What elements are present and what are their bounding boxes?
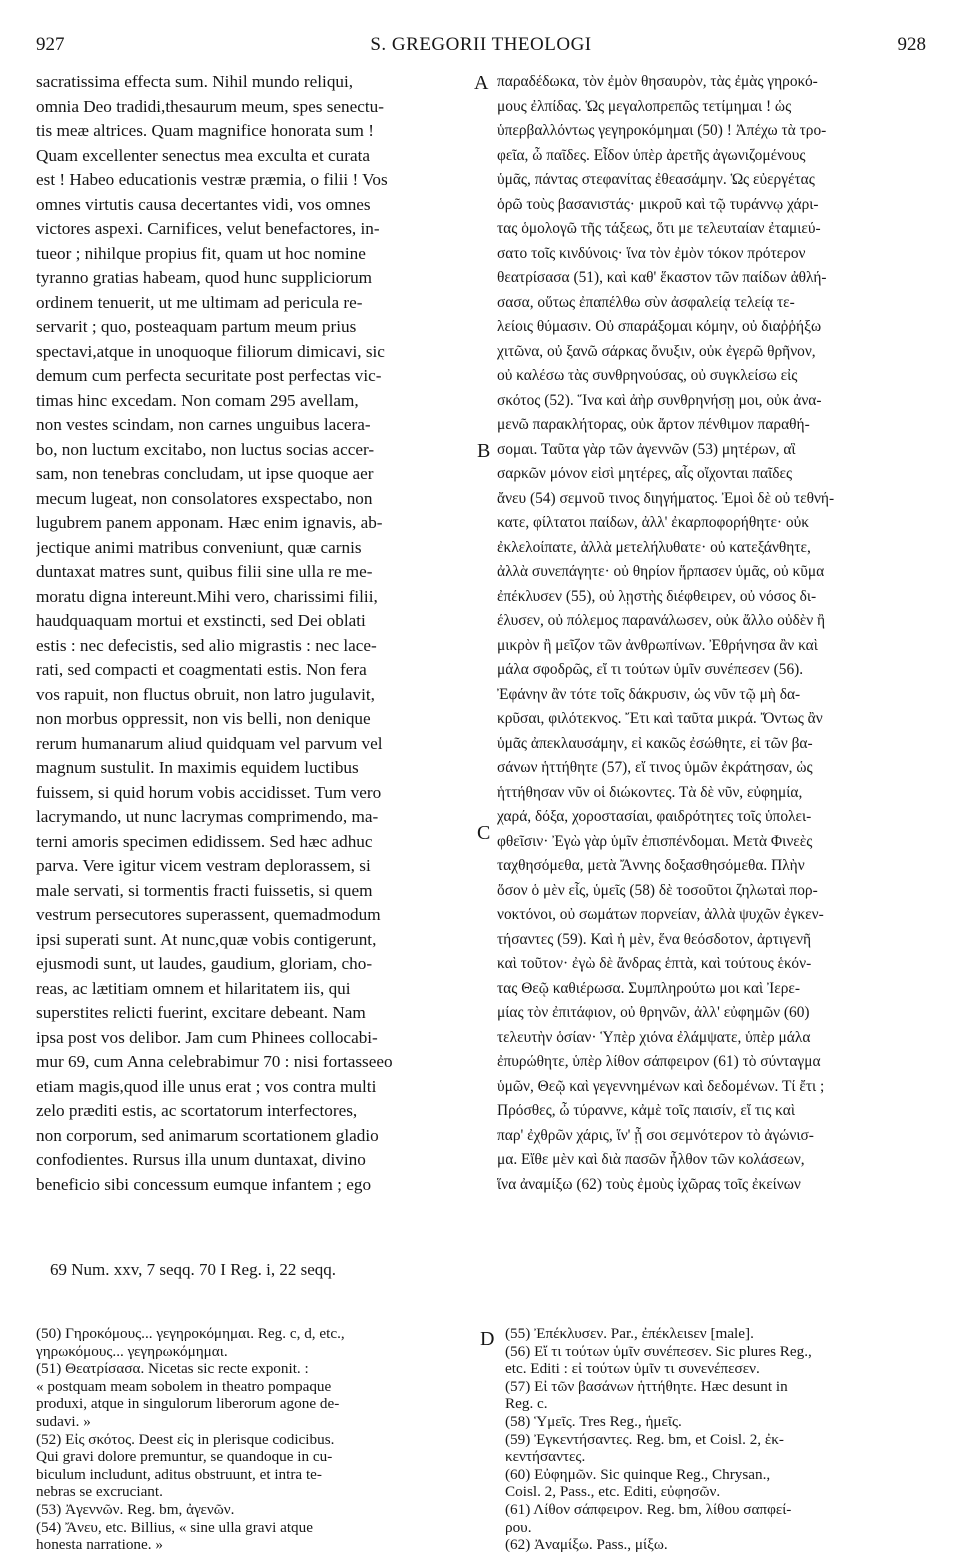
- latin-text-line: terni amoris specimen edidissem. Sed hæc adhuc: [36, 831, 373, 851]
- latin-text-line: servarit ; quo, posteaquam partum meum prius: [36, 317, 357, 336]
- latin-text-line: superstites relicti fuerint, excitare debeant. Nam: [36, 1003, 366, 1022]
- latin-text-line: lacrymando, ut nunc lacrymas comprimendo, ma-: [36, 807, 379, 826]
- greek-text-line: Ἐφάνην ἂν τότε τοῖς δάκρυσιν, ὡς νῦν τῷ μὴ δα-: [497, 685, 801, 703]
- greek-text-line: θεατρίσασα (51), καὶ καθ' ἕκαστον τῶν παίδων ἀθλή-: [497, 269, 827, 286]
- note-line: (53) Ἀγεννῶν. Reg. bm, ἀγενῶν.: [36, 1500, 235, 1518]
- greek-text-line: ἐπυρώθητε, ὑπὲρ λίθον σάπφειρον (61) τὸ σύνταγμα: [497, 1053, 821, 1070]
- latin-text-line: fuissem, si quid horum vobis accidisset. Tum vero: [36, 782, 382, 802]
- latin-text-line: vestrum persecutores superassent, quemadmodum: [36, 905, 381, 924]
- latin-text-line: Quam excellenter senectus mea exculta et curata: [36, 145, 371, 165]
- note-line: honesta narratione. »: [36, 1536, 163, 1554]
- latin-text-line: lugubrem panem apponam. Hæc enim ignavis, ab-: [36, 513, 383, 532]
- greek-text-line: σαρκῶν μόνον εἰσὶ μητέρες, αἷς οἴχονται παῖδες: [497, 465, 793, 482]
- latin-text-line: rati, sed compacti et coagmentati estis. Non fera: [36, 660, 367, 679]
- greek-text-line: ἐκλελοίπατε, ἀλλὰ μετελήλυθατε· οὐ κατεξάνθητε,: [497, 538, 811, 556]
- note-line: ρου.: [505, 1518, 532, 1536]
- greek-text-line: σομαι. Ταῦτα γὰρ τῶν ἀγεννῶν (53) μητέρων, αἳ: [497, 440, 796, 458]
- note-line: Coisl. 2, Pass., etc. Editi, εὐφησῶν.: [505, 1483, 721, 1501]
- note-line: (52) Εἰς σκότος. Deest εἰς in plerisque codicibus.: [36, 1430, 335, 1448]
- latin-text-line: vos rapuit, non fluctus obruit, non latro jugulavit,: [36, 684, 375, 704]
- greek-text-line: τήσαντες (59). Καὶ ἡ μὲν, ἕνα θεόσδοτον, ἀρτιγενῆ: [497, 930, 812, 948]
- latin-text-line: magnum sustulit. In maximis equidem luctibus: [36, 758, 359, 777]
- greek-text-line: φθεῖσιν· Ἐγὼ γὰρ ὑμῖν ἐπισπένδομαι. Μετὰ Φινεὲς: [497, 832, 813, 850]
- latin-text-line: non morbus oppressit, non vis belli, non denique: [36, 709, 371, 728]
- section-marker-a: A: [474, 72, 489, 94]
- greek-text-line: τελευτὴν ὁσίαν· Ὑπὲρ χιόνα ἐλάμψατε, ὑπὲρ μάλα: [497, 1028, 811, 1046]
- greek-text-line: Πρόσθες, ὦ τύραννε, κἀμὲ τοῖς παισίν, εἴ τις καὶ: [497, 1102, 795, 1119]
- note-line: biculum includunt, aditus obstruunt, et intra te-: [36, 1465, 322, 1483]
- latin-text-line: omnia Deo tradidi,thesaurum meum, spes senectu-: [36, 96, 384, 116]
- greek-text-line: κρῦσαι, φιλότεκνος. Ἔτι καὶ ταῦτα μικρά. Ὄντως ἂν: [497, 710, 823, 727]
- latin-text-line: ejusmodi sunt, ut laudes, gaudium, gloriam, cho-: [36, 954, 373, 973]
- latin-text-line: mecum lugeat, non consolatores exspectabo, non: [36, 488, 373, 508]
- greek-text-line: χαρά, δόξα, χοροστασίαι, φαιδρότητες τοῖς ὑπολει-: [497, 808, 812, 825]
- greek-text-line: τας Θεῷ καθιέρωσα. Συμπληρούτω μοι καὶ Ἰερε-: [497, 979, 800, 997]
- greek-text-line: ὅσον ὁ μὲν εἷς, ὑμεῖς (58) δὲ τοσοῦτοι ζηλωταὶ πορ-: [497, 881, 818, 899]
- latin-text-line: jectique animi matribus conveniunt, quæ carnis: [36, 537, 362, 557]
- note-line: (57) Εἰ τῶν βασάνων ἡττήθητε. Hæc desunt in: [505, 1377, 788, 1395]
- greek-text-line: ἄνευ (54) σεμνοῦ τινος διηγήματος. Ἐμοὶ δὲ οὐ τεθνή-: [497, 489, 835, 507]
- latin-text-line: tis meæ altrices. Quam magnifice honorata sum !: [36, 121, 374, 140]
- greek-text-line: νοκτόνοι, οὐ σωμάτων πορνείαν, ἀλλὰ ψυχῶν ἐγκεν-: [497, 906, 824, 923]
- greek-text-line: μενῶ παρακλήτορας, οὐκ ἄρτον πένθιμον παραθή-: [497, 416, 810, 433]
- greek-text-line: ὑμᾶς ἀπεκλαυσάμην, εἰ κακῶς ἐσώθητε, εἰ τῶν βα-: [497, 734, 813, 752]
- latin-text-line: tyranno gratias habeam, quod hunc suppliciorum: [36, 268, 373, 287]
- latin-text-line: omnes virtutis causa decertantes vidi, vos omnes: [36, 194, 371, 214]
- note-line: produxi, atque in singulorum liberorum agone de-: [36, 1395, 340, 1413]
- latin-text-line: sam, non tenebras concludam, ut ipse quoque aer: [36, 464, 374, 483]
- note-line: nebras se excruciant.: [36, 1483, 163, 1501]
- note-line: (54) Ἄνευ, etc. Billius, « sine ulla gravi atque: [36, 1518, 313, 1536]
- greek-column: [497, 70, 927, 1197]
- greek-text-line: σασα, οὕτως ἐπαπέλθω σὺν ἀσφαλείᾳ τελείᾳ τε-: [497, 293, 795, 311]
- note-line: (61) Λίθον σάπφειρον. Reg. bm, λίθου σαπφεί-: [505, 1500, 792, 1518]
- section-marker-c: C: [477, 822, 491, 844]
- greek-text-line: μα. Εἴθε μὲν καὶ διὰ πασῶν ἦλθον τῶν κολάσεων,: [497, 1151, 805, 1168]
- greek-text-line: χιτῶνα, οὐ ξανῶ σάρκας ὄνυξιν, οὐκ ἐγερῶ θρῆνον,: [497, 342, 816, 360]
- section-marker-d: D: [480, 1328, 495, 1350]
- note-line: κεντήσαντες.: [505, 1448, 586, 1466]
- latin-text-line: male servati, si tormentis fracti fuissetis, si quem: [36, 880, 373, 900]
- latin-text-line: haudquaquam mortui et exstincti, sed Dei oblati: [36, 611, 366, 630]
- note-line: sudavi. »: [36, 1412, 91, 1430]
- note-line: (59) Ἐγκεντήσαντες. Reg. bm, et Coisl. 2, ἐκ-: [505, 1430, 784, 1448]
- latin-text-line: zelo præditi estis, ac scortatorum interfectores,: [36, 1101, 358, 1120]
- page-header: [36, 34, 926, 58]
- latin-text-line: sacratissima effecta sum. Nihil mundo reliqui,: [36, 72, 354, 91]
- critical-notes-right: [505, 1325, 930, 1554]
- greek-text-line: οὐ καλέσω τὰς συνθρηνούσας, οὐ συγκλείσω εἰς: [497, 367, 798, 384]
- greek-text-line: μικρὸν ἢ μεῖζον τῶν ἀνθρωπίνων. Ἐθρήνησα ἂν καὶ: [497, 636, 818, 654]
- note-line: (60) Εὐφημῶν. Sic quinque Reg., Chrysan.,: [505, 1465, 771, 1483]
- greek-text-line: φεῖα, ὦ παῖδες. Εἶδον ὑπὲρ ἀρετῆς ἀγωνιζομένους: [497, 146, 806, 164]
- note-line: (55) Ἐπέκλυσεν. Par., ἐπέκλειsεν [male].: [505, 1325, 754, 1342]
- latin-text-line: ipsa post vos delibor. Jam cum Phinees collocabi-: [36, 1027, 378, 1047]
- latin-text-line: estis : nec defecistis, sed alio migrastis : nec lace-: [36, 635, 377, 655]
- note-line: (51) Θεατρίσασα. Nicetas sic recte exponit. :: [36, 1360, 309, 1378]
- greek-text-line: σάνων ἡττήθητε (57), εἴ τινος ὑμῶν ἐκράτησαν, ὡς: [497, 759, 813, 776]
- greek-text-line: ὁρῶ τοὺς βασανιστάς· μικροῦ καὶ τῷ τυράννῳ χάρι-: [497, 195, 819, 213]
- greek-text-line: σατο τοῖς κινδύνοις· ἵνα τὸν ἐμὸν τόκον πρότερον: [497, 244, 806, 262]
- note-line: (50) Γηροκόμους... γεγηροκόμημαι. Reg. c, d, etc.,: [36, 1325, 345, 1342]
- running-title: S. GREGORII THEOLOGI: [370, 34, 592, 55]
- page-number-right: 928: [897, 34, 926, 55]
- latin-text-line: mur 69, cum Anna celebrabimur 70 : nisi fortasseeo: [36, 1052, 393, 1071]
- greek-text-line: ἡττήθησαν νῦν οἱ διώκοντες. Τὰ δὲ νῦν, εὐφημία,: [497, 783, 803, 801]
- greek-text-line: τας ὁμολογῶ τῆς τάξεως, ὅτι με τελευταίαν ἐταμιεύ-: [497, 220, 821, 237]
- latin-text-line: confodientes. Rursus illa unum duntaxat, divino: [36, 1150, 366, 1169]
- latin-text-line: moratu digna intereunt.Mihi vero, charissimi filii,: [36, 586, 378, 606]
- note-line: Qui gravi dolore premuntur, se quandoque in cu-: [36, 1448, 333, 1466]
- greek-text-line: παραδέδωκα, τὸν ἐμὸν θησαυρὸν, τὰς ἐμὰς γηροκό-: [497, 73, 818, 90]
- page-number-left: 927: [36, 34, 65, 55]
- greek-text-line: μίας τὸν ἐπιτάφιον, οὐ θρηνῶν, ἀλλ' εὐφημῶν (60): [497, 1004, 810, 1021]
- scripture-footnote: 69 Num. xxv, 7 seqq. 70 I Reg. i, 22 seqq.: [50, 1260, 336, 1279]
- latin-text-line: spectavi,atque in unoquoque filiorum dimicavi, sic: [36, 341, 385, 361]
- greek-text-line: μους ἐλπίδας. Ὡς μεγαλοπρεπῶς τετίμημαι ! ὡς: [497, 97, 792, 115]
- latin-text-line: victores aspexi. Carnifices, velut benefactores, in-: [36, 219, 380, 238]
- greek-text-line: ἵνα ἀναμίξω (62) τοὺς ἐμοὺς ἰχῶρας τοῖς ἐκείνων: [497, 1175, 801, 1193]
- note-line: γηρωκόμους... γεγηρωκόμημαι.: [36, 1342, 228, 1360]
- latin-text-line: ordinem tenuerit, ut me ultimam ad pericula re-: [36, 292, 363, 312]
- latin-text-line: est ! Habeo educationis vestræ præmia, o filii ! Vos: [36, 170, 388, 189]
- greek-text-line: έλυσεν, οὐ πόλεμος παρανάλωσεν, οὐκ ἄλλο οὐδὲν ἢ: [497, 612, 826, 629]
- greek-text-line: παρ' ἐχθρῶν χάρις, ἵν' ᾖ σοι σεμνότερον τὸ ἀγώνισ-: [497, 1126, 814, 1144]
- greek-text-line: ὑπερβαλλόντως γεγηροκόμημαι (50) ! Ἀπέχω τὰ τρο-: [497, 122, 827, 139]
- note-line: (62) Ἀναμίξω. Pass., μίξω.: [505, 1536, 668, 1554]
- greek-text-line: ἀλλὰ συνεπάγητε· οὐ θηρίον ἥρπασεν ὑμᾶς, οὐ κῦμα: [497, 563, 825, 580]
- latin-text-line: etiam magis,quod ille unus erat ; vos contra multi: [36, 1076, 377, 1096]
- greek-text-line: ἐπέκλυσεν (55), οὐ λῃστὴς διέφθειρεν, οὐ νόσος δι-: [497, 587, 817, 605]
- greek-text-line: ταχθησόμεθα, μετὰ Ἄννης δοξασθησόμεθα. Πλὴν: [497, 857, 805, 874]
- latin-text-line: duntaxat matres sunt, quibus filii sine ulla re me-: [36, 562, 373, 581]
- latin-text-line: rerum humanarum aliud quidquam vel parvum vel: [36, 733, 383, 753]
- critical-notes-left: [36, 1325, 476, 1554]
- greek-text-line: μάλα σφοδρῶς, εἴ τι τούτων ὑμῖν συνέπεσεν (56).: [497, 661, 804, 678]
- latin-text-line: beneficio sibi concessum eumque infantem ; ego: [36, 1174, 372, 1194]
- latin-text-line: demum cum perfecta securitate post perfectas vic-: [36, 366, 382, 385]
- latin-text-line: bo, non luctum excitabo, non luctus socias accer-: [36, 439, 375, 459]
- latin-text-line: ipsi superati sunt. At nunc,quæ vobis contigerunt,: [36, 929, 377, 949]
- latin-text-line: reas, ac lætitiam omnem et hilaritatem iis, qui: [36, 978, 351, 998]
- latin-text-line: tueor ; nihilque propius fit, quam ut hoc nomine: [36, 243, 366, 263]
- note-line: Reg. c.: [505, 1395, 548, 1413]
- greek-text-line: ὑμᾶς, πάντας στεφανίτας ἐθεασάμην. Ὡς εὐεργέτας: [497, 171, 815, 188]
- note-line: « postquam meam sobolem in theatro pompaque: [36, 1377, 332, 1395]
- latin-text-line: non corporum, sed animarum scortationem gladio: [36, 1125, 379, 1145]
- latin-text-line: parva. Vere igitur vicem vestram deplorassem, si: [36, 856, 371, 875]
- greek-text-line: καὶ τοῦτον· ἐγὼ δὲ ἄνδρας ἑπτὰ, καὶ τούτους ἑκόν-: [497, 955, 812, 972]
- latin-text-line: non vestes scindam, non carnes unguibus lacera-: [36, 415, 371, 434]
- latin-column: [36, 70, 472, 1197]
- note-line: etc. Editi : εἰ τούτων ὑμῖν τι συνενέπεσεν.: [505, 1360, 760, 1378]
- latin-text-line: timas hinc excedam. Non comam 295 avellam,: [36, 390, 359, 410]
- greek-text-line: κατε, φίλτατοι παίδων, ἀλλ' ἐκαρποφορήθητε· οὐκ: [497, 514, 809, 531]
- section-marker-b: B: [477, 440, 491, 462]
- greek-text-line: λείοις θύμασιν. Οὐ σπαράξομαι κόμην, οὐ διαῤῥήξω: [497, 318, 822, 335]
- note-line: (56) Εἴ τι τούτων ὑμῖν συνέπεσεν. Sic plures Reg.,: [505, 1342, 812, 1360]
- note-line: (58) Ὑμεῖς. Tres Reg., ἡμεῖς.: [505, 1412, 682, 1430]
- greek-text-line: ὑμῶν, Θεῷ καὶ γεγεννημένων καὶ δεδομένων. Τί ἔτι ;: [497, 1077, 825, 1095]
- greek-text-line: σκότος (52). Ἵνα καὶ ἀὴρ συνθρηνήσῃ μοι, οὐκ ἀνα-: [497, 391, 822, 409]
